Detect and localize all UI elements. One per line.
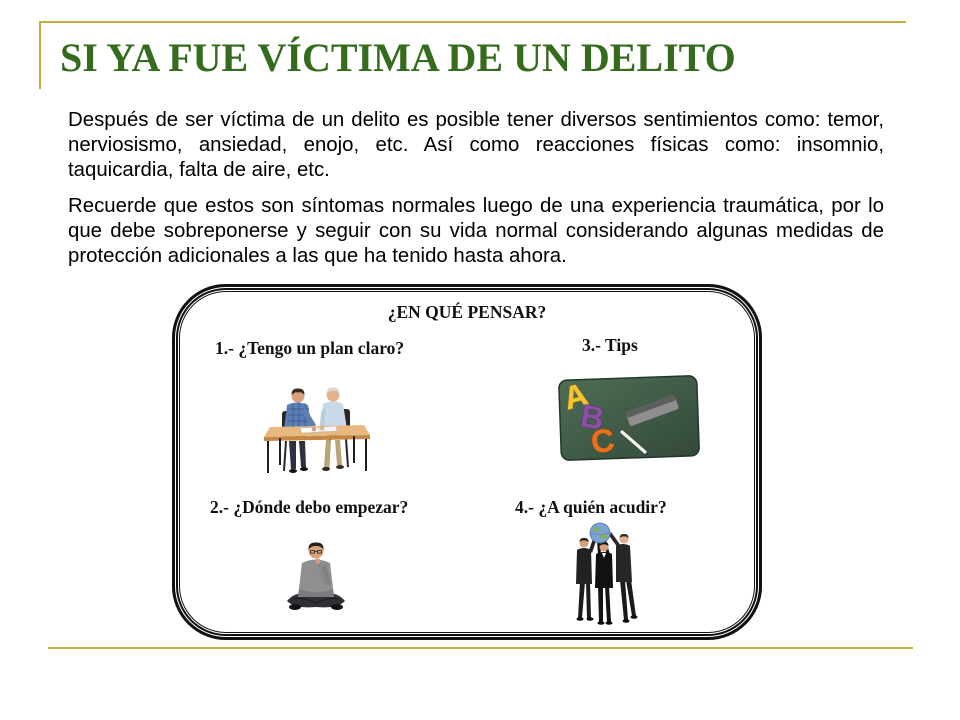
abc-chalkboard-illustration	[556, 372, 702, 462]
feelings-paragraph: Después de ser víctima de un delito es posible tener diversos sentimientos como: temor, nerviosismo, ansiedad, enojo, etc. Así como reacciones físicas como: insomnio, taquicardia, falta de aire, etc.	[68, 109, 884, 181]
letter-a: A	[559, 375, 592, 417]
man-plaid-shirt	[284, 388, 316, 429]
body-text	[68, 108, 884, 280]
table-legs	[268, 436, 366, 473]
letter-b: B	[577, 397, 607, 437]
left-accent-line	[39, 21, 41, 89]
item-3-label: 3.- Tips	[582, 335, 638, 355]
top-accent-line	[40, 21, 906, 23]
people-holding-globe-illustration	[570, 522, 646, 626]
think-box	[172, 284, 762, 640]
man-gray-hair	[319, 387, 347, 429]
slide-title: SI YA FUE VÍCTIMA DE UN DELITO	[60, 35, 736, 80]
recovery-paragraph: Recuerde que estos son síntomas normales luego de una experiencia traumática, por lo que debe sobreponerse y seguir con su vida normal considerando algunas medidas de protección adicionales a las que ha tenido hasta ahora.	[68, 195, 884, 267]
bottom-accent-line	[48, 647, 913, 649]
head	[308, 542, 323, 558]
person-middle	[595, 537, 613, 625]
globe	[590, 523, 610, 543]
item-2-label: 2.- ¿Dónde debo empezar?	[210, 497, 409, 517]
man-sitting-thinking-illustration	[283, 537, 349, 613]
letter-c: C	[588, 421, 617, 461]
legs	[289, 440, 344, 473]
item-1-label: 1.- ¿Tengo un plan claro?	[215, 338, 405, 358]
person-left	[576, 534, 597, 621]
item-4-label: 4.- ¿A quién acudir?	[515, 497, 667, 517]
think-box-heading: ¿EN QUÉ PENSAR?	[387, 302, 547, 322]
people-at-table-illustration	[262, 385, 372, 475]
